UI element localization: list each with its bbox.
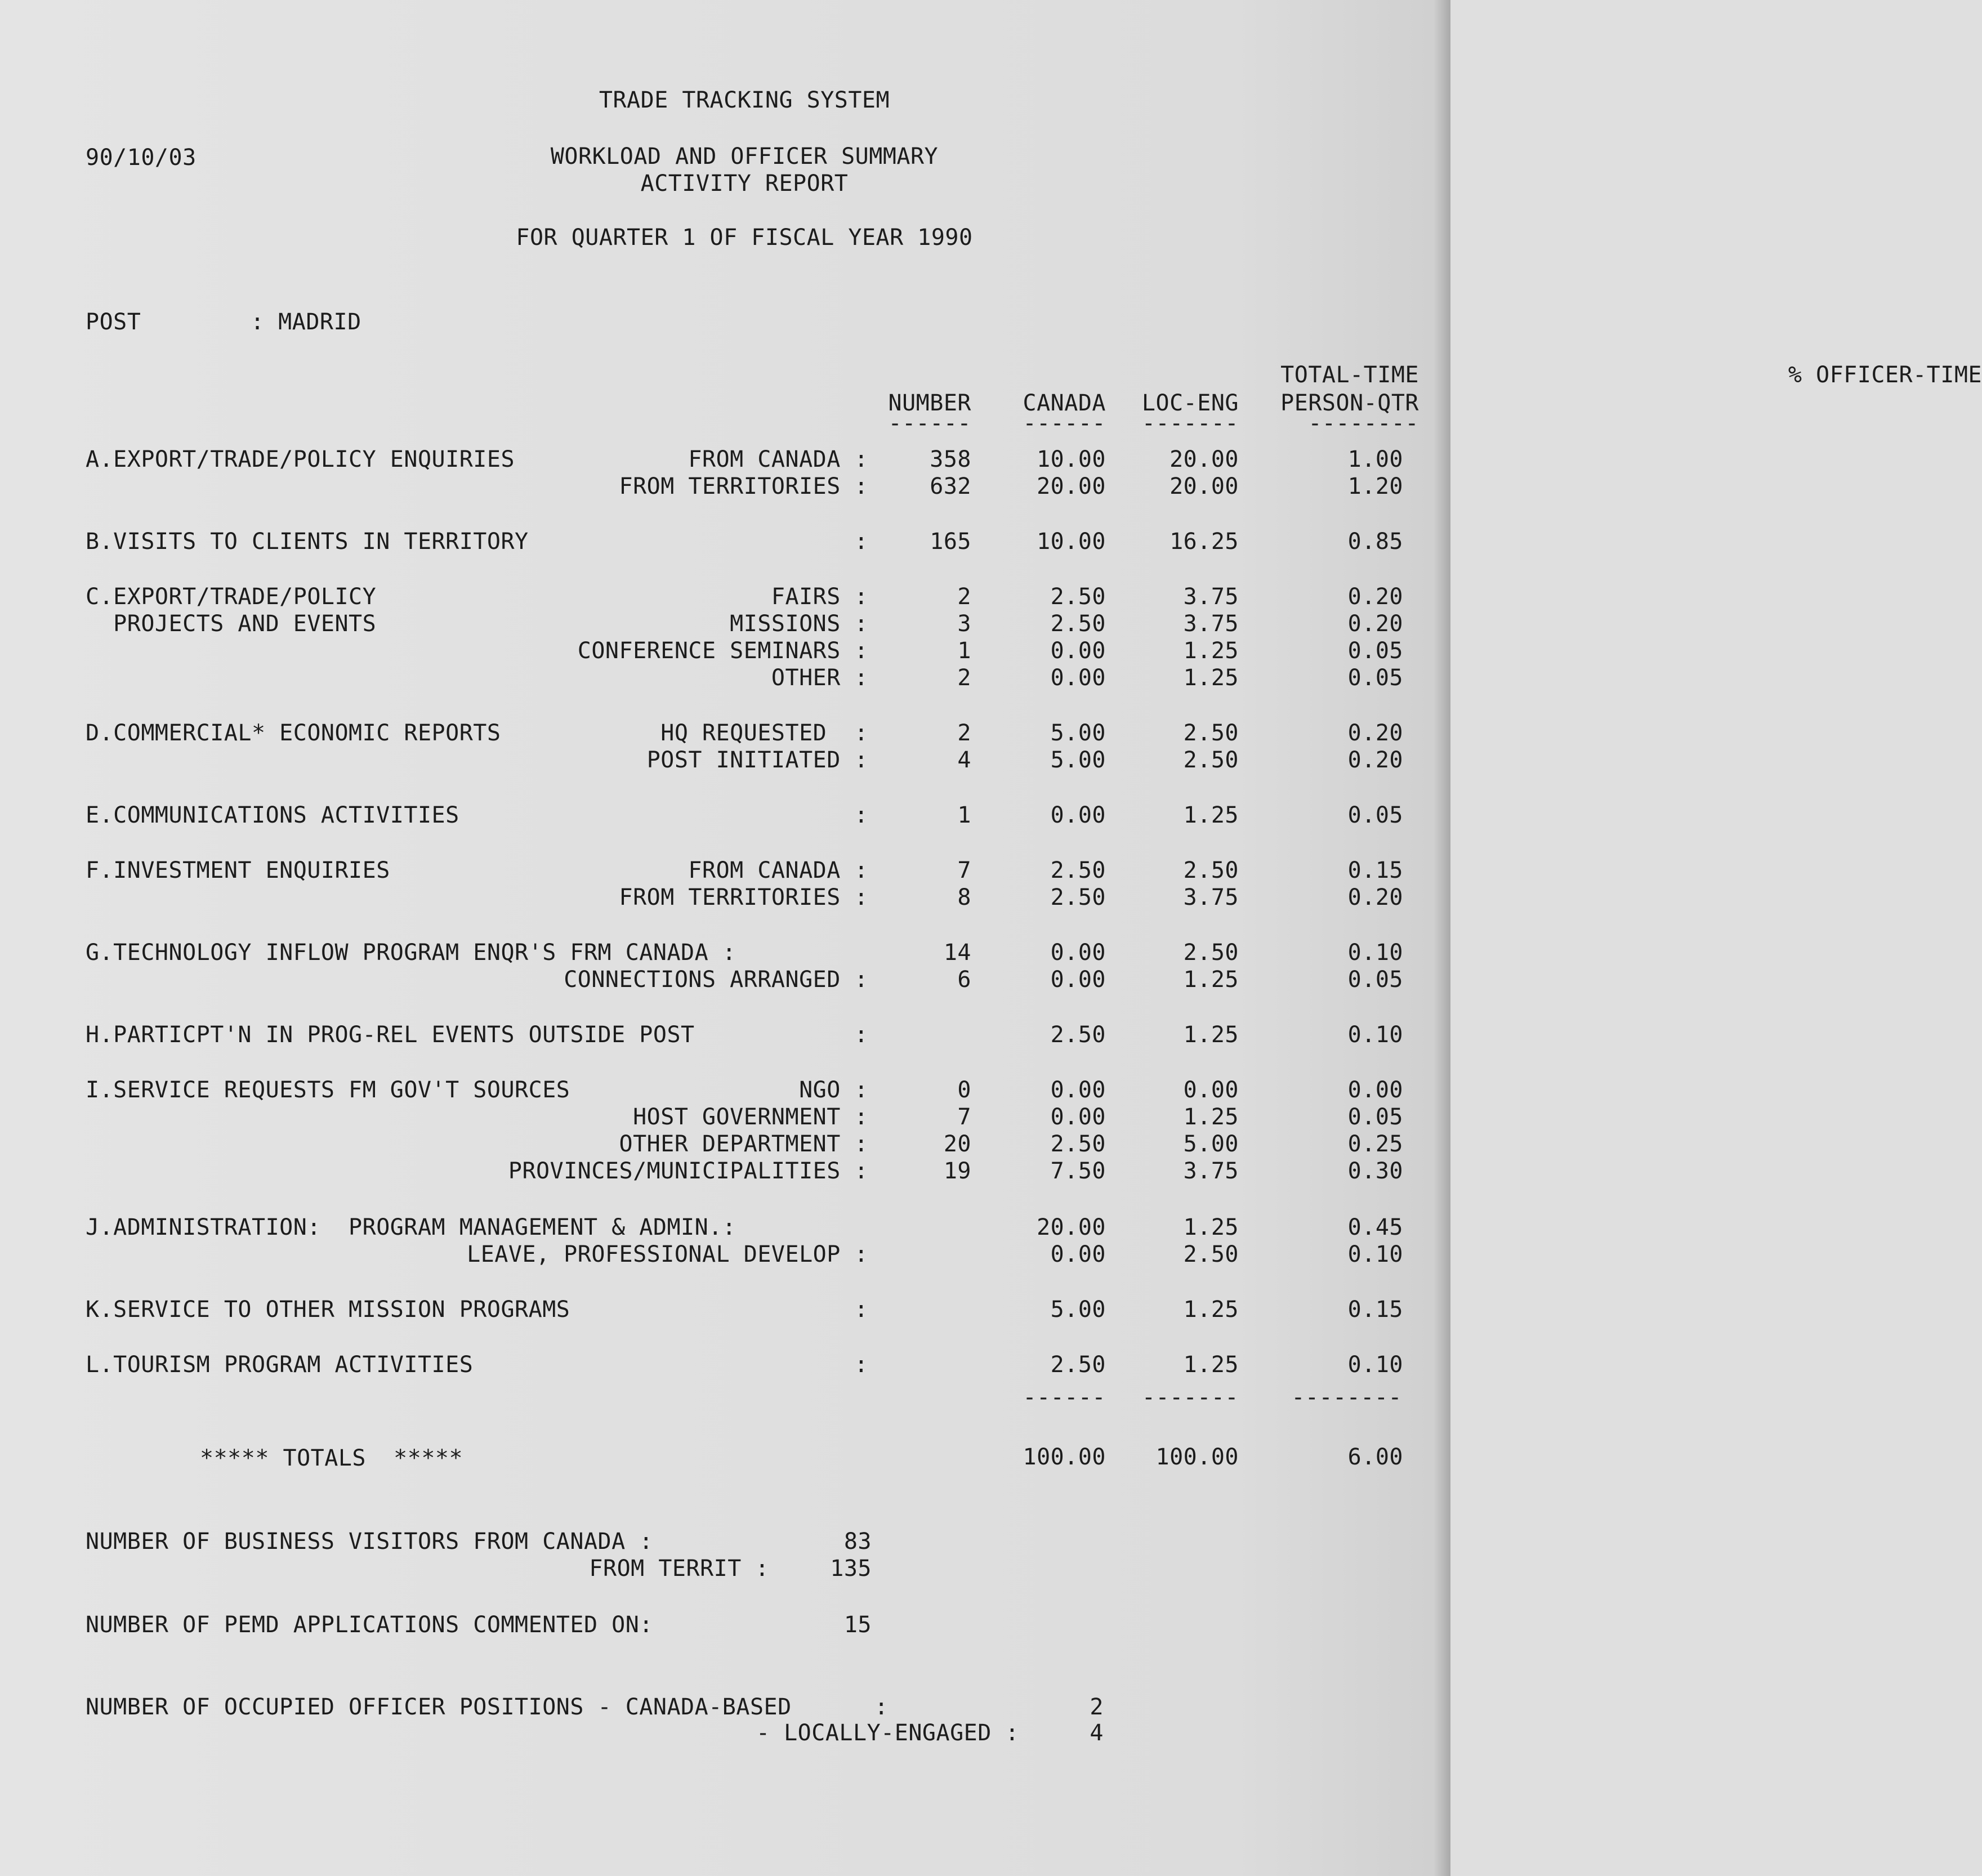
row-canada-pct: 10.00 [1037, 446, 1106, 472]
row-canada-pct: 0.00 [1050, 940, 1106, 966]
totals-rule-loc-eng: ------- [1141, 1384, 1239, 1410]
system-title: TRADE TRACKING SYSTEM [599, 87, 890, 113]
row-label: E.COMMUNICATIONS ACTIVITIES [86, 802, 459, 828]
row-loc-eng-pct: 2.50 [1183, 940, 1239, 966]
row-sublabel: : [854, 1352, 868, 1378]
row-canada-pct: 2.50 [1050, 1022, 1106, 1048]
row-canada-pct: 7.50 [1050, 1158, 1106, 1184]
row-canada-pct: 0.00 [1050, 638, 1106, 664]
header-rule-number: ------ [888, 410, 971, 436]
row-person-qtr: 0.20 [1347, 611, 1403, 637]
row-loc-eng-pct: 20.00 [1169, 474, 1239, 499]
totals-rule-canada: ------ [1023, 1384, 1106, 1410]
header-rule-loc-eng: ------- [1141, 410, 1239, 436]
row-person-qtr: 0.85 [1347, 529, 1403, 555]
page-edge-shadow [1434, 0, 1450, 1876]
row-label: D.COMMERCIAL* ECONOMIC REPORTS [86, 720, 501, 746]
pemd-value: 15 [843, 1612, 872, 1638]
row-number: 19 [943, 1158, 971, 1184]
row-label: PROJECTS AND EVENTS [86, 611, 377, 637]
row-canada-pct: 5.00 [1050, 720, 1106, 746]
row-loc-eng-pct: 20.00 [1169, 446, 1239, 472]
row-canada-pct: 20.00 [1037, 474, 1106, 499]
row-sublabel: HOST GOVERNMENT : [633, 1104, 868, 1130]
row-person-qtr: 0.20 [1347, 584, 1403, 610]
row-sublabel: HQ REQUESTED : [660, 720, 868, 746]
row-number: 20 [943, 1131, 971, 1157]
row-loc-eng-pct: 2.50 [1183, 720, 1239, 746]
row-person-qtr: 0.05 [1347, 802, 1403, 828]
row-label: I.SERVICE REQUESTS FM GOV'T SOURCES [86, 1077, 570, 1103]
row-loc-eng-pct: 5.00 [1183, 1131, 1239, 1157]
row-loc-eng-pct: 1.25 [1183, 1104, 1239, 1130]
row-person-qtr: 0.30 [1347, 1158, 1403, 1184]
row-number: 2 [957, 584, 971, 610]
row-person-qtr: 0.20 [1347, 747, 1403, 773]
row-loc-eng-pct: 0.00 [1183, 1077, 1239, 1103]
row-person-qtr: 0.05 [1347, 665, 1403, 691]
row-sublabel: LEAVE, PROFESSIONAL DEVELOP : [467, 1241, 868, 1267]
row-number: 6 [957, 967, 971, 993]
row-label: C.EXPORT/TRADE/POLICY [86, 584, 377, 610]
row-canada-pct: 5.00 [1050, 747, 1106, 773]
row-sublabel: FROM TERRITORIES : [619, 474, 868, 499]
row-person-qtr: 0.05 [1347, 967, 1403, 993]
row-sublabel: : [854, 529, 868, 555]
row-canada-pct: 0.00 [1050, 1104, 1106, 1130]
row-label: H.PARTICPT'N IN PROG-REL EVENTS OUTSIDE POST [86, 1022, 695, 1048]
row-loc-eng-pct: 3.75 [1183, 885, 1239, 910]
row-loc-eng-pct: 1.25 [1183, 802, 1239, 828]
totals-loc-eng: 100.00 [1155, 1444, 1239, 1470]
positions-local-value: 4 [1090, 1720, 1104, 1746]
row-sublabel: FROM TERRITORIES : [619, 885, 868, 910]
row-person-qtr: 0.20 [1347, 885, 1403, 910]
totals-person-qtr: 6.00 [1347, 1444, 1403, 1470]
header-rule-canada: ------ [1023, 410, 1106, 436]
visitors-territ-label: FROM TERRIT : [589, 1556, 769, 1582]
row-number: 632 [930, 474, 971, 499]
row-canada-pct: 2.50 [1050, 1352, 1106, 1378]
row-person-qtr: 0.00 [1347, 1077, 1403, 1103]
row-sublabel: : [854, 802, 868, 828]
row-sublabel: POST INITIATED : [646, 747, 868, 773]
row-loc-eng-pct: 3.75 [1183, 1158, 1239, 1184]
row-label: B.VISITS TO CLIENTS IN TERRITORY [86, 529, 529, 555]
row-canada-pct: 2.50 [1050, 1131, 1106, 1157]
row-person-qtr: 0.10 [1347, 1241, 1403, 1267]
row-loc-eng-pct: 1.25 [1183, 1352, 1239, 1378]
row-loc-eng-pct: 3.75 [1183, 584, 1239, 610]
positions-local-label: - LOCALLY-ENGAGED : [756, 1720, 1019, 1746]
header-number: NUMBER [888, 390, 971, 416]
row-canada-pct: 2.50 [1050, 857, 1106, 883]
totals-rule-person: -------- [1291, 1384, 1402, 1410]
row-number: 165 [930, 529, 971, 555]
row-label: L.TOURISM PROGRAM ACTIVITIES [86, 1352, 474, 1378]
row-sublabel: : [854, 1022, 868, 1048]
row-loc-eng-pct: 2.50 [1183, 857, 1239, 883]
row-canada-pct: 20.00 [1037, 1214, 1106, 1240]
report-subtitle: ACTIVITY REPORT [640, 171, 849, 196]
row-label: A.EXPORT/TRADE/POLICY ENQUIRIES [86, 446, 515, 472]
row-canada-pct: 5.00 [1050, 1297, 1106, 1323]
visitors-canada-value: 83 [843, 1529, 872, 1555]
row-loc-eng-pct: 16.25 [1169, 529, 1239, 555]
pemd-label: NUMBER OF PEMD APPLICATIONS COMMENTED ON: [86, 1612, 653, 1638]
row-loc-eng-pct: 2.50 [1183, 747, 1239, 773]
row-loc-eng-pct: 1.25 [1183, 638, 1239, 664]
header-loc-eng: LOC-ENG [1141, 390, 1239, 416]
row-person-qtr: 0.05 [1347, 1104, 1403, 1130]
row-sublabel: FROM CANADA : [688, 446, 868, 472]
row-loc-eng-pct: 2.50 [1183, 1241, 1239, 1267]
row-number: 8 [957, 885, 971, 910]
row-sublabel: CONFERENCE SEMINARS : [577, 638, 868, 664]
row-label: K.SERVICE TO OTHER MISSION PROGRAMS [86, 1297, 570, 1323]
row-number: 1 [957, 638, 971, 664]
report-title: WORKLOAD AND OFFICER SUMMARY [550, 144, 939, 169]
row-sublabel: OTHER DEPARTMENT : [619, 1131, 868, 1157]
row-loc-eng-pct: 1.25 [1183, 665, 1239, 691]
totals-canada: 100.00 [1023, 1444, 1106, 1470]
post-label: POST [86, 309, 141, 335]
row-number: 2 [957, 665, 971, 691]
quarter-line: FOR QUARTER 1 OF FISCAL YEAR 1990 [516, 225, 973, 251]
post-value: : MADRID [251, 309, 361, 335]
row-canada-pct: 2.50 [1050, 885, 1106, 910]
row-canada-pct: 0.00 [1050, 1077, 1106, 1103]
row-canada-pct: 2.50 [1050, 611, 1106, 637]
row-sublabel: FROM CANADA : [688, 857, 868, 883]
row-loc-eng-pct: 1.25 [1183, 1297, 1239, 1323]
row-person-qtr: 0.15 [1347, 1297, 1403, 1323]
row-loc-eng-pct: 1.25 [1183, 1022, 1239, 1048]
header-person-qtr: PERSON-QTR [1280, 390, 1419, 416]
header-officer-time: % OFFICER-TIME [1788, 362, 1982, 388]
row-number: 2 [957, 720, 971, 746]
row-loc-eng-pct: 1.25 [1183, 967, 1239, 993]
row-number: 7 [957, 1104, 971, 1130]
row-person-qtr: 0.15 [1347, 857, 1403, 883]
row-sublabel: MISSIONS : [730, 611, 868, 637]
row-label: F.INVESTMENT ENQUIRIES [86, 857, 390, 883]
row-number: 3 [957, 611, 971, 637]
row-label: G.TECHNOLOGY INFLOW PROGRAM ENQR'S FRM CANADA : [86, 940, 736, 966]
report-date: 90/10/03 [86, 145, 197, 171]
row-person-qtr: 0.25 [1347, 1131, 1403, 1157]
row-number: 358 [930, 446, 971, 472]
row-number: 0 [957, 1077, 971, 1103]
row-sublabel: : [854, 1297, 868, 1323]
row-canada-pct: 0.00 [1050, 802, 1106, 828]
row-person-qtr: 0.45 [1347, 1214, 1403, 1240]
header-rule-person: -------- [1308, 410, 1419, 436]
visitors-label: NUMBER OF BUSINESS VISITORS FROM CANADA : [86, 1529, 653, 1555]
header-canada: CANADA [1023, 390, 1106, 416]
row-number: 1 [957, 802, 971, 828]
row-number: 14 [943, 940, 971, 966]
row-person-qtr: 0.20 [1347, 720, 1403, 746]
row-number: 4 [957, 747, 971, 773]
row-canada-pct: 0.00 [1050, 967, 1106, 993]
row-loc-eng-pct: 3.75 [1183, 611, 1239, 637]
row-sublabel: FAIRS : [771, 584, 868, 610]
positions-canada-value: 2 [1090, 1694, 1104, 1720]
row-canada-pct: 0.00 [1050, 1241, 1106, 1267]
row-canada-pct: 10.00 [1037, 529, 1106, 555]
row-person-qtr: 0.05 [1347, 638, 1403, 664]
header-total-time: TOTAL-TIME [1280, 362, 1419, 388]
positions-label: NUMBER OF OCCUPIED OFFICER POSITIONS - CANADA-BASED : [86, 1694, 889, 1720]
row-loc-eng-pct: 1.25 [1183, 1214, 1239, 1240]
row-person-qtr: 1.20 [1347, 474, 1403, 499]
row-person-qtr: 1.00 [1347, 446, 1403, 472]
row-person-qtr: 0.10 [1347, 940, 1403, 966]
row-sublabel: CONNECTIONS ARRANGED : [564, 967, 868, 993]
row-sublabel: OTHER : [771, 665, 868, 691]
row-person-qtr: 0.10 [1347, 1352, 1403, 1378]
row-person-qtr: 0.10 [1347, 1022, 1403, 1048]
visitors-territ-value: 135 [830, 1556, 872, 1582]
row-canada-pct: 2.50 [1050, 584, 1106, 610]
row-label: J.ADMINISTRATION: PROGRAM MANAGEMENT & ADMIN.: [86, 1214, 736, 1240]
row-number: 7 [957, 857, 971, 883]
totals-label: ***** TOTALS ***** [200, 1445, 463, 1471]
row-canada-pct: 0.00 [1050, 665, 1106, 691]
row-sublabel: PROVINCES/MUNICIPALITIES : [508, 1158, 868, 1184]
row-sublabel: NGO : [799, 1077, 868, 1103]
